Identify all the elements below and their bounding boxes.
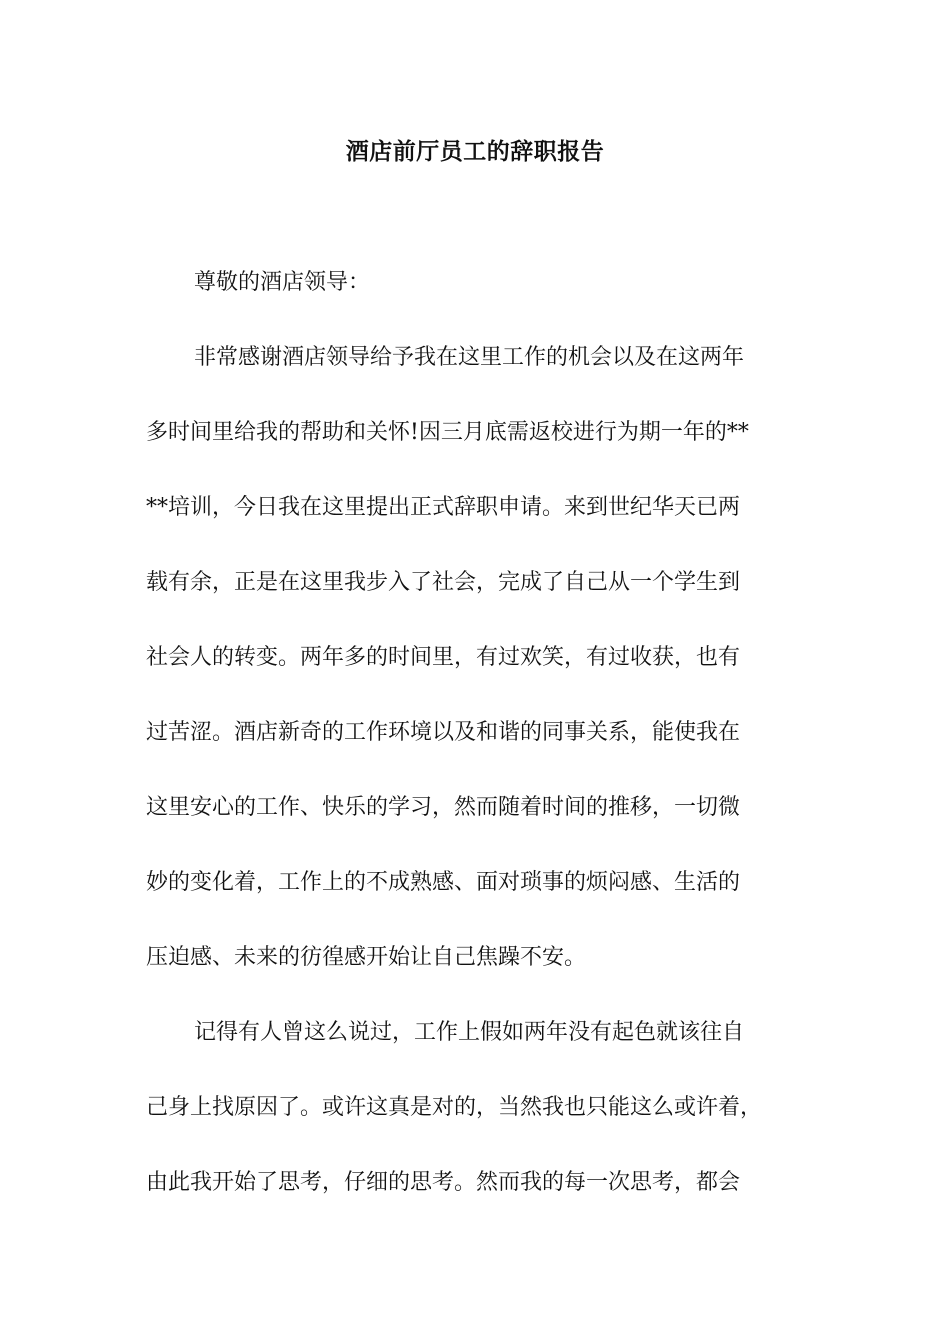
document-title: 酒店前厅员工的辞职报告	[345, 138, 605, 165]
paragraph-1-line-2: 多时间里给我的帮助和关怀!因三月底需返校进行为期一年的**	[146, 420, 749, 445]
paragraph-1-line-5: 社会人的转变。两年多的时间里，有过欢笑，有过收获，也有	[146, 645, 741, 670]
salutation: 尊敬的酒店领导：	[194, 270, 371, 295]
paragraph-2-line-2: 己身上找原因了。或许这真是对的，当然我也只能这么或许着，	[146, 1095, 763, 1120]
paragraph-1-line-9: 压迫感、未来的彷徨感开始让自己焦躁不安。	[146, 945, 587, 970]
paragraph-1-line-8: 妙的变化着，工作上的不成熟感、面对琐事的烦闷感、生活的	[146, 870, 741, 895]
paragraph-2-line-3: 由此我开始了思考，仔细的思考。然而我的每一次思考，都会	[146, 1170, 741, 1195]
paragraph-1-line-1: 非常感谢酒店领导给予我在这里工作的机会以及在这两年	[194, 345, 745, 370]
paragraph-1-line-6: 过苦涩。酒店新奇的工作环境以及和谐的同事关系，能使我在	[146, 720, 741, 745]
document-body	[146, 245, 826, 1220]
paragraph-1-line-7: 这里安心的工作、快乐的学习，然而随着时间的推移，一切微	[146, 795, 741, 820]
paragraph-1-line-3: **培训，今日我在这里提出正式辞职申请。来到世纪华天已两	[146, 495, 741, 520]
paragraph-1-line-4: 载有余，正是在这里我步入了社会，完成了自己从一个学生到	[146, 570, 741, 595]
paragraph-2-line-1: 记得有人曾这么说过，工作上假如两年没有起色就该往自	[194, 1020, 745, 1045]
